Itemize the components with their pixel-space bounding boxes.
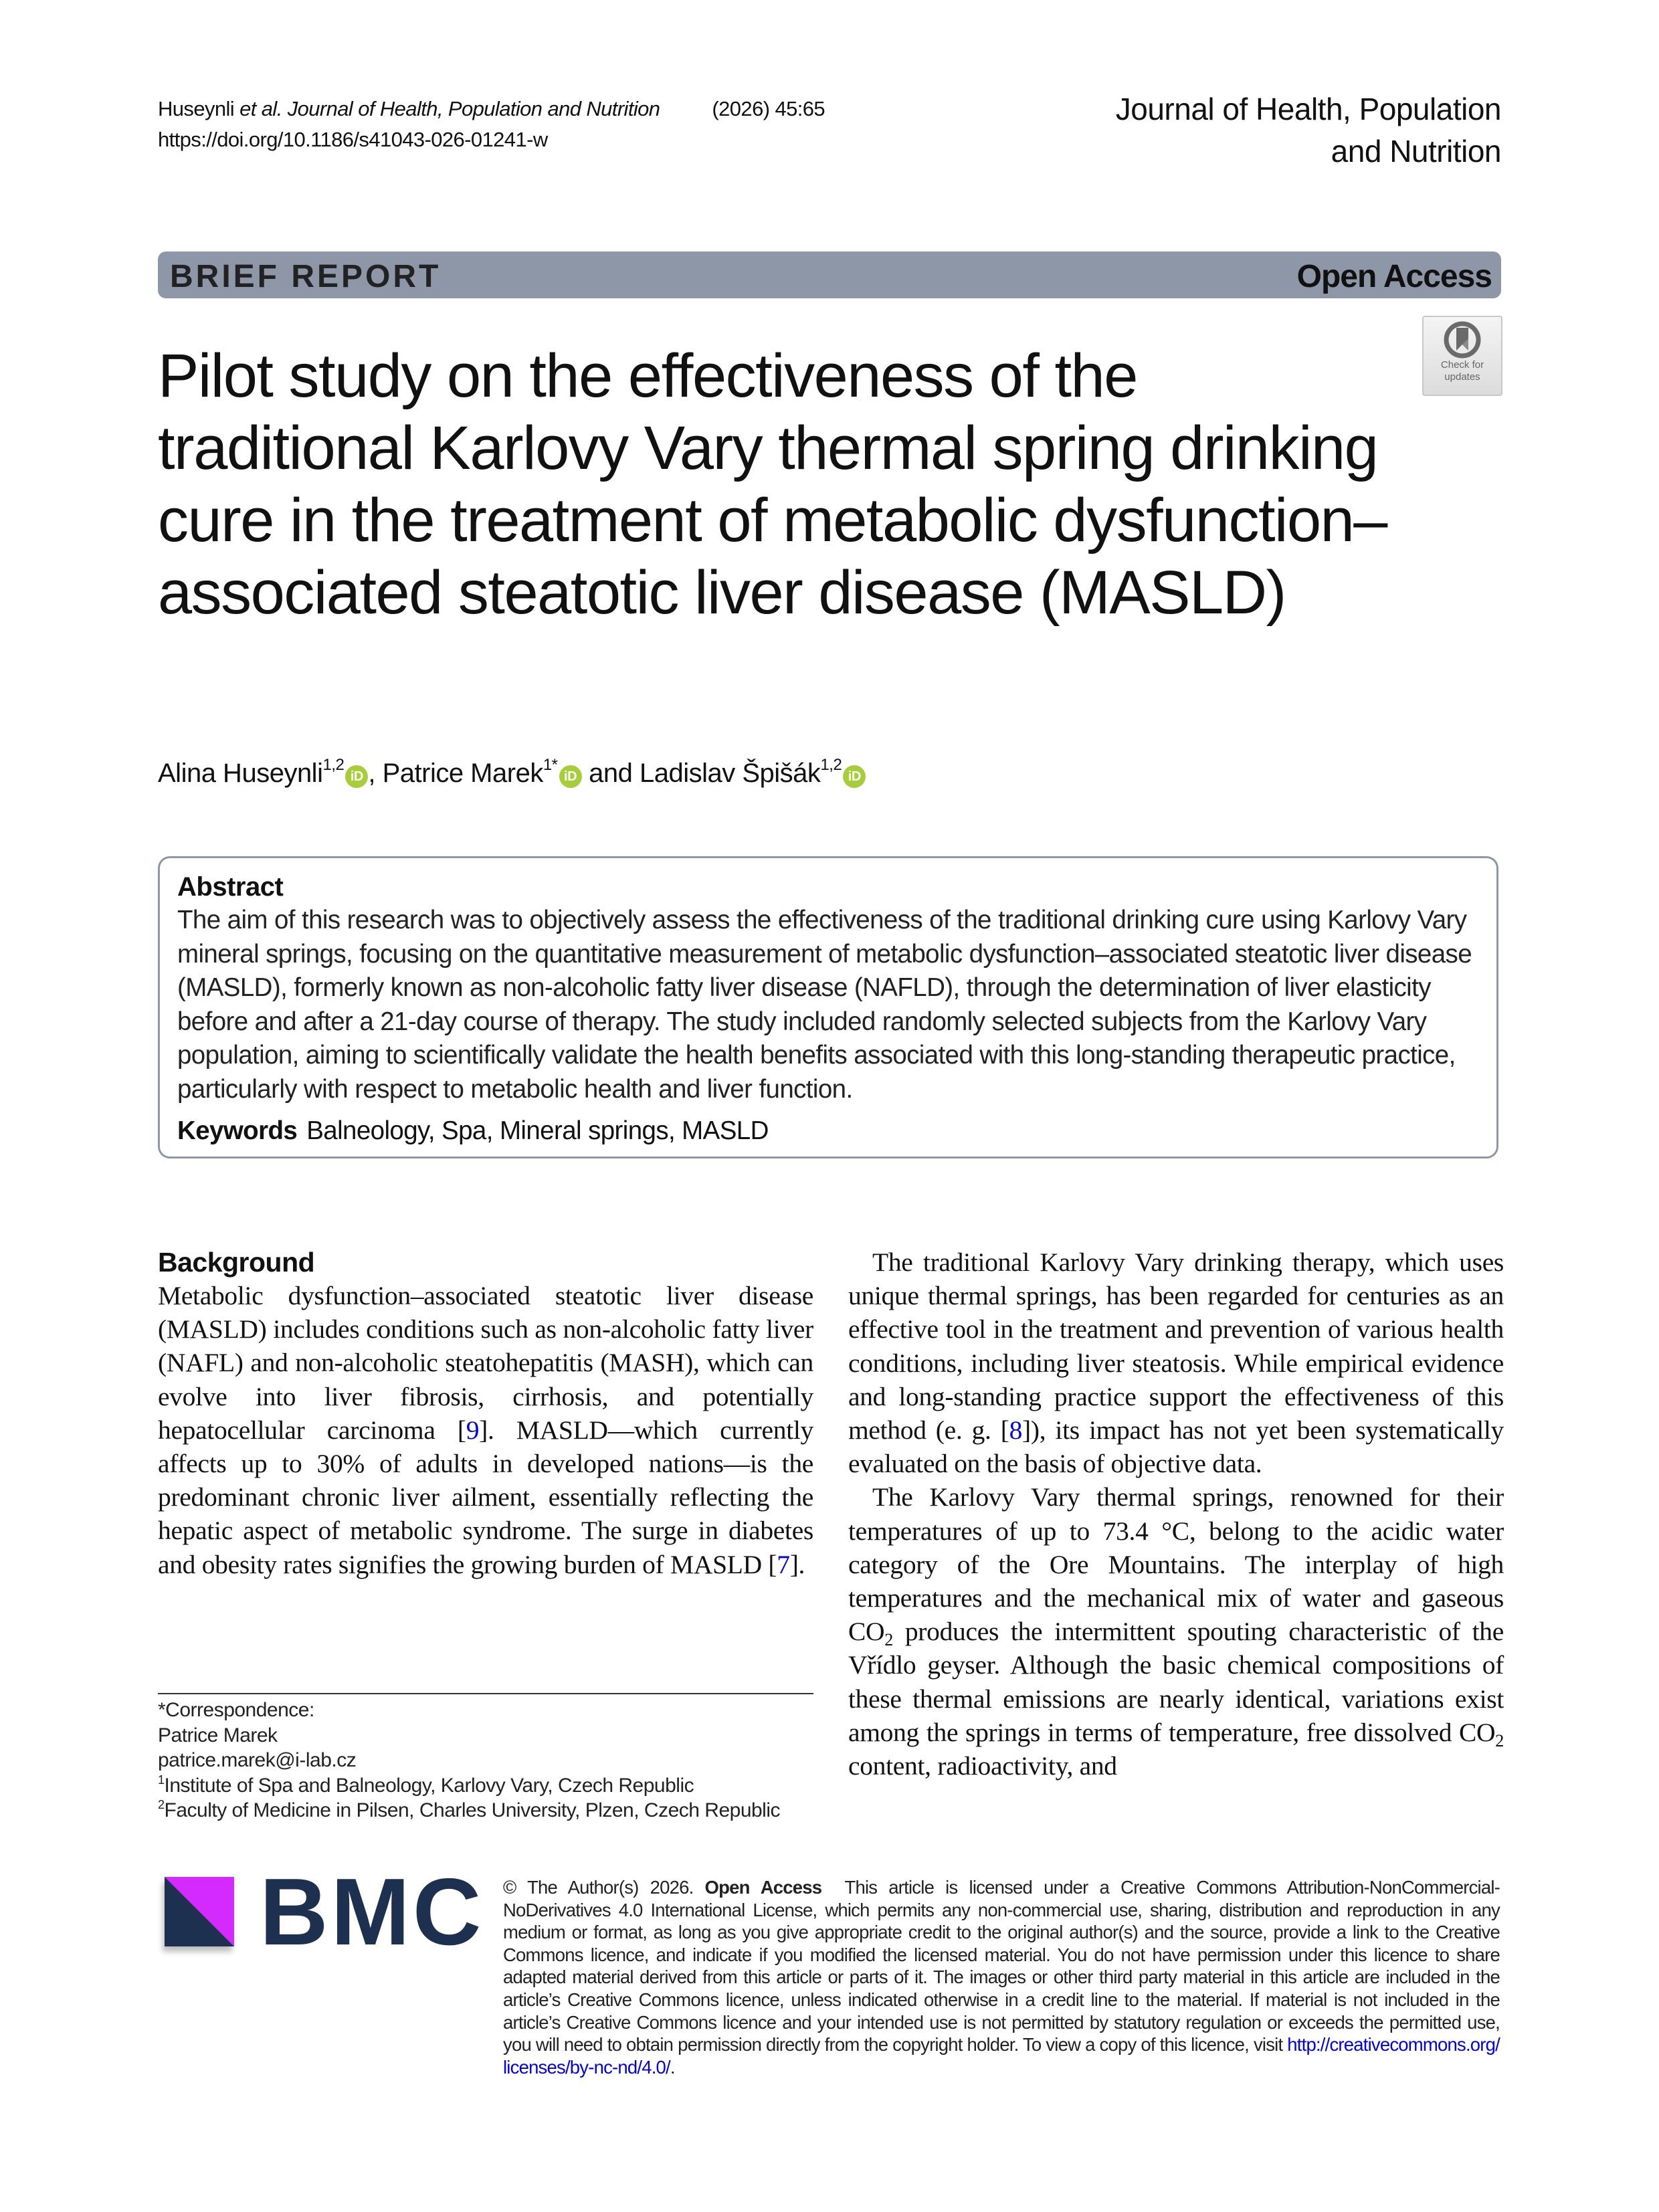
running-author: Huseynli — [158, 97, 235, 120]
check-for-updates-label: Check for — [1440, 359, 1484, 371]
body-paragraph: The traditional Karlovy Vary drinking therapy, which uses unique thermal springs, has been regarded for centuries as an effective tool in the treatment and prevention of various health conditions, including liver steatosis. While empirical evidence and long-standing practice support the effectiveness of this method (e. g. [8]), its impact has not yet been systematically evaluated on the basis of objective data. — [848, 1247, 1504, 1479]
journal-name-line2: and Nutrition — [1331, 134, 1501, 169]
left-column — [158, 1245, 813, 1581]
background-paragraph: Metabolic dysfunction–associated steatotic liver disease (MASLD) includes conditions such as non-alcoholic fatty liver (NAFL) and non-alcoholic steatohepatitis (MASH), which can evolve into liver fibrosis, cirrhosis, and potentially hepatocellular carcinoma [9]. MASLD—which currently affects up to 30% of adults in developed nations—is the predominant chronic liver ailment, essentially reflecting the hepatic aspect of metabolic syndrome. The surge in diabetes and obesity rates signifies the growing burden of MASLD [7]. — [158, 1281, 814, 1579]
open-access-label: Open Access — [1296, 259, 1492, 294]
reference-link[interactable]: 9 — [466, 1415, 480, 1445]
article-title: Pilot study on the effectiveness of the traditional Karlovy Vary thermal spring drinking cure in the treatment of metabolic dysfunction–associated steatotic liver disease (MASLD) — [158, 342, 1387, 627]
correspondence-label: *Correspondence: — [158, 1699, 314, 1721]
journal-name — [966, 88, 1501, 173]
bmc-logo — [165, 1859, 484, 1965]
author-separator: and — [581, 759, 640, 788]
author[interactable]: Ladislav Špišák$^{1,2}$ — [639, 756, 842, 788]
correspondence-name: Patrice Marek — [158, 1724, 278, 1746]
keywords — [177, 1114, 1479, 1148]
footnote-divider — [158, 1693, 813, 1694]
license-text: © The Author(s) 2026. Open Access This article is licensed under a Creative Commons Attribution-NonCommercial-NoDerivatives 4.0 International License, which permits any non-commercial use, sharing, distribution and reproduction in any medium or format, as long as you give appropriate credit to the original author(s) and the source, provide a link to the Creative Commons licence, and indicate if you modified the licensed material. You do not have permission under this licence to share adapted material derived from this article or parts of it. The images or other third party material in this article are included in the article’s Creative Commons licence, unless indicated otherwise in a credit line to the material. If material is not included in the article’s Creative Commons licence and your intended use is not permitted by statutory regulation or exceeds the permitted use, you will need to obtain permission directly from the copyright holder. To view a copy of this licence, visit http://creativecommons.org/licenses/by-nc-nd/4.0/. — [503, 1877, 1500, 2078]
bookmark-circle-icon — [1444, 321, 1481, 359]
bmc-logo-text: BMC — [260, 1859, 484, 1965]
correspondence-email[interactable]: patrice.marek@i-lab.cz — [158, 1749, 357, 1771]
affiliation-2: $^2$Faculty of Medicine in Pilsen, Charles University, Plzen, Czech Republic — [158, 1798, 781, 1821]
keywords-label: Keywords — [177, 1116, 298, 1145]
abstract-heading: Abstract — [177, 872, 284, 902]
author[interactable]: Patrice Marek$^{1*}$ — [382, 756, 558, 788]
author-list — [158, 755, 866, 792]
bmc-logo-square-icon — [165, 1877, 234, 1946]
check-for-updates-button[interactable] — [1422, 316, 1502, 396]
abstract-text: The aim of this research was to objectively assess the effectiveness of the traditional drinking cure using Karlovy Vary mineral springs, focusing on the quantitative measurement of metabolic dysfunction–associated steatotic liver disease (MASLD), formerly known as non-alcoholic fatty liver disease (NAFLD), through the determination of liver elasticity before and after a 21-day course of therapy. The study included randomly selected subjects from the Karlovy Vary population, aiming to scientifically validate the health benefits associated with this long-standing therapeutic practice, particularly with respect to metabolic health and liver function. — [177, 906, 1472, 1104]
running-header — [158, 94, 825, 155]
reference-link[interactable]: 7 — [777, 1549, 790, 1579]
article-type: BRIEF REPORT — [170, 259, 442, 294]
body-paragraph: The Karlovy Vary thermal springs, renowned for their temperatures of up to 73.4 °C, belong to the acidic water category of the Ore Mountains. The interplay of high temperatures and the mechanical mix of water and gaseous $CO_2$ produces the intermittent spouting characteristic of the Vřídlo geyser. Although the basic chemical compositions of these thermal emissions are nearly identical, variations exist among the springs in terms of temperature, free dissolved $CO_2$ content, radioactivity, and — [848, 1482, 1504, 1781]
citation: (2026) 45:65 — [712, 97, 825, 120]
footnotes — [158, 1698, 827, 1823]
orcid-icon[interactable]: iD — [345, 765, 368, 788]
reference-link[interactable]: 8 — [1009, 1415, 1023, 1445]
running-journal: et al. Journal of Health, Population and Nutrition — [239, 97, 660, 120]
journal-name-line1: Journal of Health, Population — [1115, 92, 1501, 126]
affiliation-1: $^1$Institute of Spa and Balneology, Karlovy Vary, Czech Republic — [158, 1773, 694, 1797]
right-column — [848, 1245, 1504, 1783]
keywords-list: Balneology, Spa, Mineral springs, MASLD — [306, 1116, 769, 1145]
license-url-link[interactable]: http://creativecommons.org/licenses/by-nc-nd/4.0/ — [503, 2034, 1500, 2078]
doi-link[interactable]: https://doi.org/10.1186/s41043-026-01241-w — [158, 128, 548, 151]
article-type-banner — [158, 252, 1501, 298]
orcid-icon[interactable]: iD — [559, 765, 582, 788]
section-heading-background: Background — [158, 1247, 315, 1278]
author-separator: , — [368, 759, 383, 788]
author[interactable]: Alina Huseynli$^{1,2}$ — [158, 756, 345, 788]
orcid-icon[interactable]: iD — [843, 765, 866, 788]
license-open-access: Open Access — [704, 1877, 822, 1898]
check-for-updates-label-2: updates — [1444, 371, 1480, 383]
abstract-box — [158, 856, 1498, 1159]
